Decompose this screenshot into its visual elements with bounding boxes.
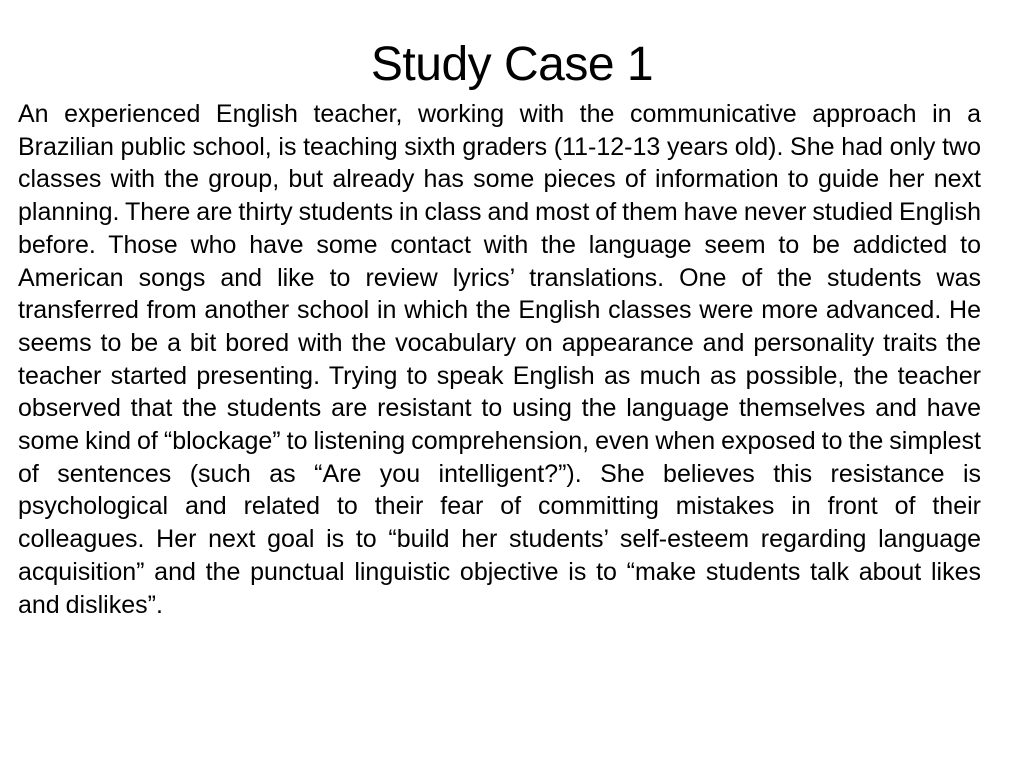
slide-body-text: An experienced English teacher, working with the communicative approach in a Brazilian public school, is teaching sixth graders (11-12-13 years old). She had only two classes with the group, but already has some pieces of information to guide her next planning. There are thirty students in class and most of them have never studied English before. Those who have some contact with the language seem to be addicted to American songs and like to review lyrics’ translations. One of the students was transferred from another school in which the English classes were more advanced. He seems to be a bit bored with the vocabulary on appearance and personality traits the teacher started presenting. Trying to speak English as much as possible, the teacher observed that the students are resistant to using the language themselves and have some kind of “blockage” to listening comprehension, even when exposed to the simplest of sentences (such as “Are you intelligent?”). She believes this resistance is psychological and related to their fear of committing mistakes in front of their colleagues. Her next goal is to “build her students’ self-esteem regarding language acquisition” and the punctual linguistic objective is to “make students talk about likes and dislikes”. xyxy=(18,100,981,619)
slide-title: Study Case 1 xyxy=(370,38,654,91)
